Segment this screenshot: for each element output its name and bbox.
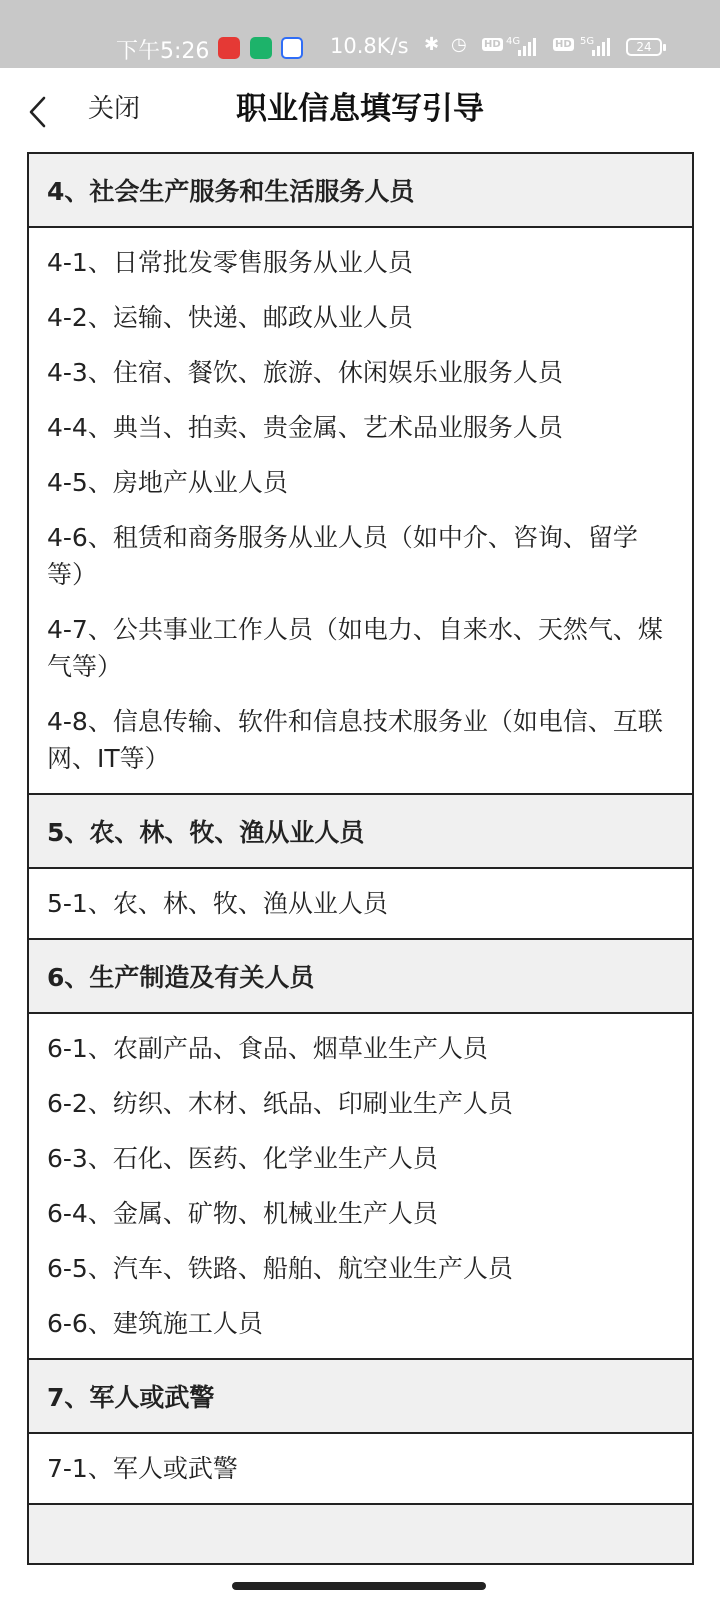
category-header: 6、生产制造及有关人员: [29, 940, 692, 1014]
occupation-item[interactable]: 7-1、军人或武警: [47, 1454, 238, 1483]
occupation-table: [27, 152, 694, 1565]
notification-app-icon: [250, 37, 272, 59]
occupation-item[interactable]: 4-8、信息传输、软件和信息技术服务业（如电信、互联网、IT等）: [47, 707, 663, 773]
occupation-item[interactable]: 5-1、农、林、牧、渔从业人员: [47, 889, 388, 918]
occupation-item[interactable]: 6-6、建筑施工人员: [47, 1309, 263, 1338]
occupation-item[interactable]: 6-3、石化、医药、化学业生产人员: [47, 1144, 438, 1173]
occupation-item[interactable]: 6-5、汽车、铁路、船舶、航空业生产人员: [47, 1254, 513, 1283]
close-button[interactable]: 关闭: [88, 94, 141, 124]
category-list: [29, 1014, 692, 1360]
bluetooth-icon: ✱: [424, 34, 440, 55]
signal-icon: [592, 38, 610, 56]
notification-app-icon: [218, 37, 240, 59]
category-header-partial: [29, 1505, 692, 1565]
network-type-1: 4G: [506, 36, 521, 47]
occupation-item[interactable]: 4-6、租赁和商务服务从业人员（如中介、咨询、留学等）: [47, 523, 638, 589]
occupation-item[interactable]: 4-5、房地产从业人员: [47, 468, 288, 497]
category-list: [29, 869, 692, 940]
nav-bar: [0, 68, 720, 152]
category-header: 4、社会生产服务和生活服务人员: [29, 154, 692, 228]
page-title: 职业信息填写引导: [236, 91, 484, 127]
occupation-item[interactable]: 6-1、农副产品、食品、烟草业生产人员: [47, 1034, 488, 1063]
battery-icon: 24: [626, 38, 662, 56]
alarm-icon: ◷: [451, 34, 467, 55]
gesture-handle[interactable]: [232, 1582, 486, 1590]
category-list: [29, 1434, 692, 1505]
network-type-2: 5G: [580, 36, 595, 47]
occupation-item[interactable]: 6-2、纺织、木材、纸品、印刷业生产人员: [47, 1089, 513, 1118]
status-time: 下午5:26: [116, 39, 210, 64]
occupation-item[interactable]: 4-7、公共事业工作人员（如电力、自来水、天然气、煤气等）: [47, 615, 663, 681]
hd-badge: HD: [555, 39, 572, 50]
occupation-item[interactable]: 4-2、运输、快递、邮政从业人员: [47, 303, 413, 332]
category-header: 5、农、林、牧、渔从业人员: [29, 795, 692, 869]
notification-app-icon: [281, 37, 303, 59]
signal-icon: [518, 38, 536, 56]
status-bar: [0, 0, 720, 68]
hd-badge: HD: [484, 39, 501, 50]
network-speed: 10.8K/s: [330, 34, 409, 58]
occupation-item[interactable]: 6-4、金属、矿物、机械业生产人员: [47, 1199, 438, 1228]
occupation-item[interactable]: 4-1、日常批发零售服务从业人员: [47, 248, 413, 277]
category-header: 7、军人或武警: [29, 1360, 692, 1434]
category-list: [29, 228, 692, 795]
occupation-item[interactable]: 4-3、住宿、餐饮、旅游、休闲娱乐业服务人员: [47, 358, 563, 387]
occupation-item[interactable]: 4-4、典当、拍卖、贵金属、艺术品业服务人员: [47, 413, 563, 442]
